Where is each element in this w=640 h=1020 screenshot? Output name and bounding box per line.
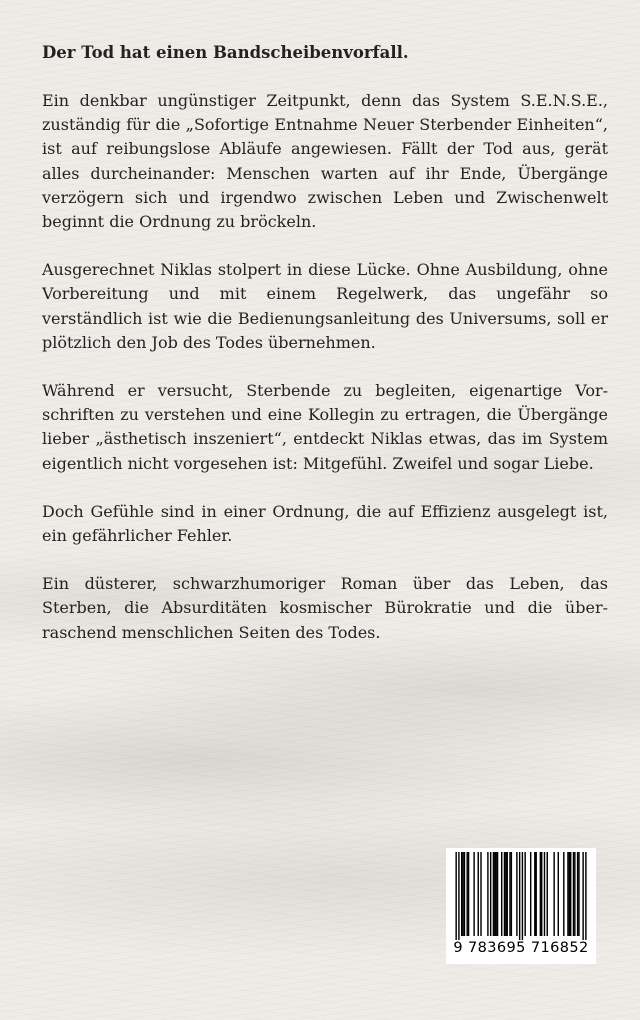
barcode-bar [570,852,571,936]
barcode-bar [535,852,536,936]
barcode-bar [544,852,545,936]
barcode-bar [509,852,510,936]
barcode-bar [516,852,517,936]
isbn-barcode [446,848,596,964]
barcode-bar [519,852,520,940]
barcode-bar [505,852,506,936]
barcode-bar [585,852,586,940]
barcode-bar [487,852,488,936]
barcode-bar [553,852,554,936]
barcode-bar [493,852,494,936]
barcode-bar [574,852,575,936]
barcode-bar [563,852,564,936]
barcode-bar [494,852,495,936]
barcode-bar [569,852,570,936]
barcode-bar [524,852,525,936]
barcode-bar [458,852,459,940]
barcode-bar [464,852,465,936]
blurb-paragraph-1: Ein denkbar ungünstiger Zeitpunkt, denn das System S.E.N.S.E., zuständig für die „Sofortige Entnahme Neuer Sterbender Einheiten“, ist auf reibungslose Abläufe angewiesen. Fällt der Tod aus, gerät alles durcheinander: Menschen warten auf ihr Ende, Übergänge verzögern sich und irgendwo zwischen Leben und Zwischenwelt beginnt die Ordnung zu bröckeln. [42,91,608,232]
blurb-paragraph-2: Ausgerechnet Niklas stolpert in diese Lücke. Ohne Ausbildung, ohne Vorbereitung und mit einem Regelwerk, das ungefähr so verständlich ist wie die Bedienungsanleitung des Universums, soll er plötzlich den Job des Todes übernehmen. [42,260,608,352]
barcode-bar [541,852,542,936]
barcode-bar [461,852,462,936]
blurb-text [42,42,608,669]
barcode-bar [547,852,548,936]
barcode-bar [480,852,481,936]
barcode-bar [534,852,535,936]
blurb-paragraph-5: Ein düsterer, schwarzhumoriger Roman über das Leben, das Sterben, die Absurditäten kosmischer Bürokratie und die überraschend menschlichen Seiten des Todes. [42,574,608,642]
blurb-paragraph-4: Doch Gefühle sind in einer Ordnung, die auf Effizienz ausgelegt ist, ein gefährlicher Fehler. [42,501,608,546]
barcode-bar [540,852,541,936]
barcode-bars [446,848,596,940]
isbn-digits: 9 783695 716852 [453,940,589,956]
barcode-bar [468,852,469,936]
barcode-bar [501,852,502,936]
barcode-bar [577,852,578,936]
barcode-bar [530,852,531,936]
barcode-bar [558,852,559,936]
barcode-bar [567,852,568,936]
barcode-bar [522,852,523,940]
barcode-bar [504,852,505,936]
barcode-bar [511,852,512,936]
barcode-bar [497,852,498,936]
headline: Der Tod hat einen Bandscheibenvorfall. [42,43,409,62]
barcode-bar [573,852,574,936]
barcode-bar [507,852,508,936]
barcode-bar [466,852,467,936]
barcode-bar [473,852,474,936]
blurb-paragraph-3: Während er versucht, Sterbende zu begleiten, eigenartige Vorschriften zu verstehen und eine Kollegin zu ertragen, die Übergänge lieber „ästhetisch inszeniert“, entdeckt Niklas etwas, das im System eigentlich nicht vorgesehen ist: Mitgefühl. Zweifel und sogar Liebe. [42,381,608,473]
barcode-bar [455,852,456,940]
barcode-bar [462,852,463,936]
barcode-bar [490,852,491,936]
barcode-bar [578,852,579,936]
barcode-bar [478,852,479,936]
barcode-bar [582,852,583,940]
barcode-bar [495,852,496,936]
